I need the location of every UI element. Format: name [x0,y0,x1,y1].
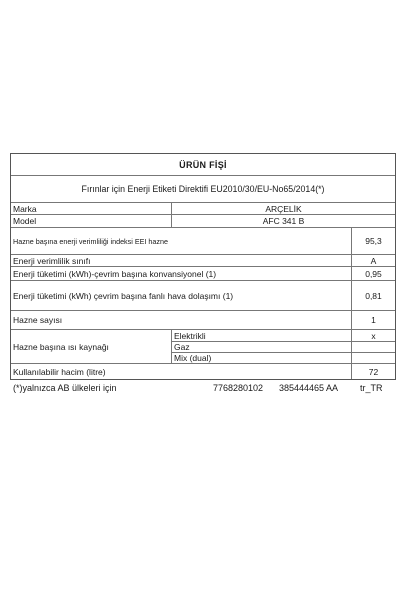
brand-row [11,203,395,215]
sheet-title-row [11,154,395,176]
fan-consumption-value: 0,81 [351,281,395,310]
fan-consumption-label: Enerji tüketimi (kWh) çevrim başına fanlı hava dolaşımı (1) [13,290,234,301]
sheet-title: ÜRÜN FİŞİ [179,159,227,170]
heat-source-option-electric: Elektrikli [171,330,351,341]
cavity-count-value: 1 [351,311,395,329]
brand-label: Marka [13,203,37,214]
cavity-count-label: Hazne sayısı [13,315,63,325]
directive-text: Fırınlar için Enerji Etiketi Direktifi EU2010/30/EU-No65/2014(*) [81,184,325,194]
energy-class-value: A [351,255,395,266]
heat-source-divider [171,352,395,353]
eei-row [11,228,395,255]
eei-value: 95,3 [351,228,395,254]
model-label: Model [13,216,37,226]
footer-locale: tr_TR [360,383,383,393]
conventional-consumption-row [11,267,395,281]
conventional-consumption-value: 0,95 [351,267,395,280]
directive-row [11,176,395,203]
volume-label: Kullanılabilir hacim (litre) [13,366,106,377]
fan-consumption-row [11,281,395,311]
heat-source-label: Hazne başına ısı kaynağı [13,341,109,352]
footer-code-primary: 7768280102 [213,383,264,393]
volume-row [11,364,395,379]
eei-label: Hazne başına enerji verimliliği indeksi EEI hazne [13,236,169,246]
model-row [11,215,395,228]
footer-code-secondary: 385444465 AA [279,383,339,393]
heat-source-row [11,330,395,364]
product-sheet [10,153,396,380]
heat-source-value-mix [351,352,395,364]
sheet-footer [13,383,393,397]
cavity-count-row [11,311,395,330]
volume-value: 72 [351,364,395,379]
model-value: AFC 341 B [171,215,395,227]
conventional-consumption-label: Enerji tüketimi (kWh)-çevrim başına konvansiyonel (1) [13,268,217,279]
footer-note: (*)yalnızca AB ülkeleri için [13,383,117,393]
energy-class-label: Enerji verimlilik sınıfı [13,255,91,266]
heat-source-divider [171,341,395,342]
heat-source-value-gas [351,341,395,352]
brand-value: ARÇELİK [171,203,395,214]
heat-source-option-gas: Gaz [171,341,351,352]
heat-source-value-electric: x [351,330,395,341]
heat-source-option-mix: Mix (dual) [171,352,351,364]
energy-class-row [11,255,395,267]
